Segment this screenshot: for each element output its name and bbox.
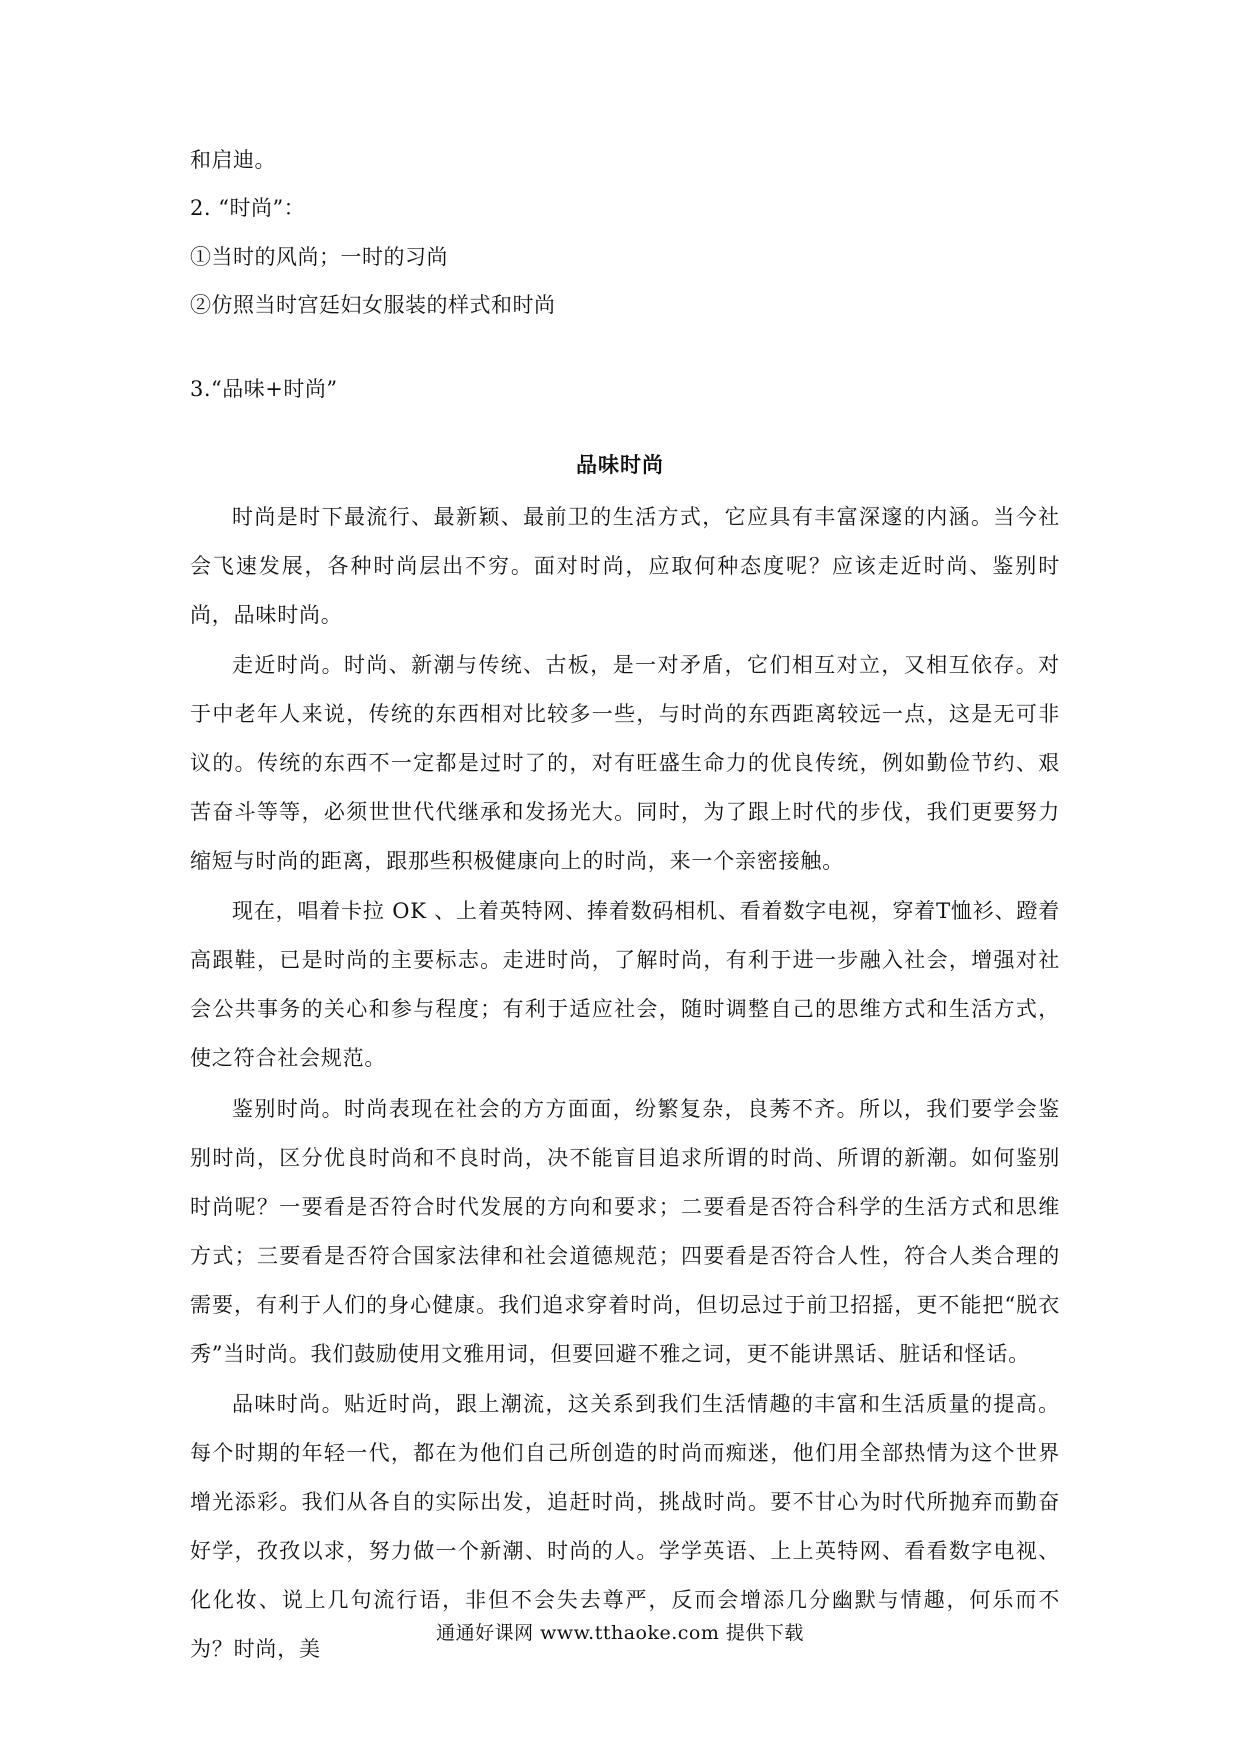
text-line-intro-end: 和启迪。 (190, 148, 276, 172)
essay-paragraph-1: 时尚是时下最流行、最新颖、最前卫的生活方式，它应具有丰富深邃的内涵。当今社会飞速发展，各种时尚层出不穷。面对时尚，应取何种态度呢？应该走近时尚、鉴别时尚，品味时尚。 (190, 505, 1060, 627)
essay-paragraph-3: 现在，唱着卡拉 OK 、上着英特网、捧着数码相机、看着数字电视，穿着T恤衫、蹬着高跟鞋，已是时尚的主要标志。走进时尚，了解时尚，有利于进一步融入社会，增强对社会公共事务的关心和参与程度；有利于适应社会，随时调整自己的思维方式和生活方式，使之符合社会规范。 (190, 899, 1060, 1070)
section-heading-3: 3.“品味+时尚” (190, 377, 338, 401)
definition-item-2: ②仿照当时宫廷妇女服装的样式和时尚 (190, 293, 556, 317)
essay-title: 品味时尚 (576, 452, 664, 477)
essay-paragraph-5: 品味时尚。贴近时尚，跟上潮流，这关系到我们生活情趣的丰富和生活质量的提高。每个时期的年轻一代，都在为他们自己所创造的时尚而痴迷，他们用全部热情为这个世界增光添彩。我们从各自的实际出发，追赶时尚，挑战时尚。要不甘心为时代所抛弃而勤奋好学，孜孜以求，努力做一个新潮、时尚的人。学学英语、上上英特网、看看数字电视、化化妆、说上几句流行语，非但不会失去尊严，反而会增添几分幽默与情趣，何乐而不为？时尚，美 (190, 1392, 1060, 1661)
page-footer: 通通好课网 www.tthaoke.com 提供下载 (436, 1622, 804, 1644)
essay-paragraph-4: 鉴别时尚。时尚表现在社会的方方面面，纷繁复杂，良莠不齐。所以，我们要学会鉴别时尚，区分优良时尚和不良时尚，决不能盲目追求所谓的时尚、所谓的新潮。如何鉴别时尚呢？一要看是否符合时代发展的方向和要求；二要看是否符合科学的生活方式和思维方式；三要看是否符合国家法律和社会道德规范；四要看是否符合人性，符合人类合理的需要，有利于人们的身心健康。我们追求穿着时尚，但切忌过于前卫招摇，更不能把“脱衣秀”当时尚。我们鼓励使用文雅用词，但要回避不雅之词，更不能讲黑话、脏话和怪话。 (190, 1097, 1060, 1366)
definition-item-1: ①当时的风尚；一时的习尚 (190, 245, 448, 269)
essay-paragraph-2: 走近时尚。时尚、新潮与传统、古板，是一对矛盾，它们相互对立，又相互依存。对于中老年人来说，传统的东西相对比较多一些，与时尚的东西距离较远一点，这是无可非议的。传统的东西不一定都是过时了的，对有旺盛生命力的优良传统，例如勤俭节约、艰苦奋斗等等，必须世世代代继承和发扬光大。同时，为了跟上时代的步伐，我们更要努力缩短与时尚的距离，跟那些积极健康向上的时尚，来一个亲密接触。 (190, 653, 1060, 873)
definition-heading-2: 2. “时尚”： (190, 196, 306, 220)
